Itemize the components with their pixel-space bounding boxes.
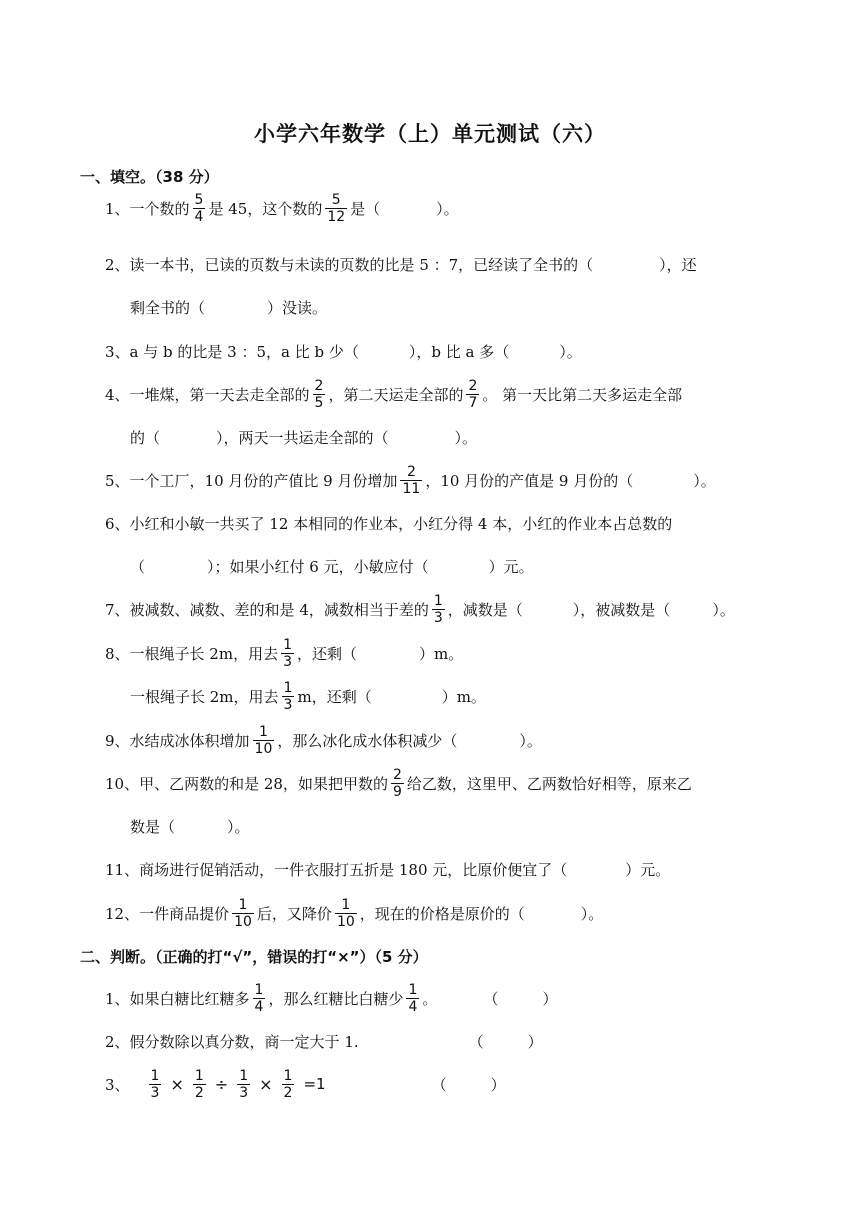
j1-paren-close: ） [542,989,558,1008]
j3-fraction-1-denominator: 3 [150,1084,160,1101]
q1-text-c: 是（ [350,199,381,218]
q10-text-a: 10、甲、乙两数的和是 28，如果把甲数的 [105,774,388,793]
j3-fraction-2 [193,1068,206,1101]
question-2 [105,244,782,284]
q12-text-b: 后，又降价 [256,904,332,923]
q1-text-d: ）。 [436,199,459,218]
q8-fraction-2-denominator: 3 [283,696,293,713]
q5-fraction-numerator: 2 [406,463,416,480]
q12-fraction-2-numerator: 1 [341,896,351,913]
q10-text-d: ）。 [227,817,250,836]
q1-text-a: 1、一个数的 [105,199,190,218]
q4-fraction-2-numerator: 2 [468,377,478,394]
q8-text-c: ）m。 [419,644,464,663]
q6-text-a: 6、小红和小敏一共买了 12 本相同的作业本，小红分得 4 本，小红的作业本占总数的 [105,514,673,533]
q5-fraction [400,464,422,497]
j1-text-c: 。 [422,989,438,1008]
judgement-2 [105,1021,782,1061]
j2-answer-box[interactable] [469,1031,543,1052]
q12-fraction-2-denominator: 10 [336,913,355,930]
j3-answer-box[interactable] [432,1074,506,1095]
q5-text-c: ）。 [693,471,716,490]
question-4 [105,374,782,414]
j3-fraction-4 [282,1068,295,1101]
q10-text-c: 数是（ [130,817,176,836]
j3-fraction-2-numerator: 1 [194,1067,204,1084]
question-10 [105,763,782,803]
question-4-continued [130,417,782,457]
q9-text-c: ）。 [519,731,542,750]
question-6 [105,503,782,543]
q7-text-b: ，减数是（ [447,600,523,619]
q12-fraction-1-denominator: 10 [234,913,252,930]
q7-text-c: ），被减数是（ [572,600,671,619]
q7-fraction-numerator: 1 [433,592,443,609]
q4-fraction-2 [466,378,479,411]
j2-text-a: 2、假分数除以真分数，商一定大于 1. [105,1032,359,1051]
j3-fraction-3 [237,1068,250,1101]
q4-fraction-2-denominator: 7 [468,394,478,411]
q8-fraction-1-denominator: 3 [283,653,293,670]
question-9 [105,720,782,760]
q2-text-d: ）没读。 [267,298,328,317]
q4-fraction-1-denominator: 5 [314,394,324,411]
section-judgement-heading: 二、判断。（正确的打“√”，错误的打“×”）（5 分） [80,948,428,966]
q4-fraction-1-numerator: 2 [314,377,324,394]
question-2-continued [130,287,782,327]
q9-fraction-numerator: 1 [259,723,268,740]
q2-text-b: ），还 [659,255,697,274]
q10-fraction-denominator: 9 [392,783,402,800]
q12-fraction-1 [232,897,254,930]
q1-fraction-1 [193,192,206,225]
q2-text-c: 剩全书的（ [130,298,206,317]
j1-fraction-1-numerator: 1 [254,981,264,998]
q1-fraction-1-numerator: 5 [194,191,204,208]
q4-fraction-1 [313,378,326,411]
j2-paren-open: （ [468,1032,484,1051]
question-3 [105,331,782,371]
q6-text-d: ）元。 [488,557,534,576]
q12-fraction-1-numerator: 1 [238,896,248,913]
question-7 [105,589,782,629]
question-8 [105,633,782,673]
q4-text-c: 。 第一天比第二天多运走全部 [482,385,683,404]
q4-text-b: ，第二天运走全部的 [328,385,464,404]
q5-text-b: ，10 月份的产值是 9 月份的（ [425,471,634,490]
q8-text-a: 8、一根绳子长 2m，用去 [105,644,279,663]
j1-text-a: 1、如果白糖比红糖多 [105,989,250,1008]
q4-text-a: 4、一堆煤，第一天去走全部的 [105,385,310,404]
q5-fraction-denominator: 11 [402,480,421,497]
judgement-1 [105,978,782,1018]
question-12 [105,893,782,933]
question-8-second-part [130,676,782,716]
q12-text-d: ）。 [580,904,604,923]
j3-paren-close: ） [490,1075,506,1094]
j3-fraction-3-numerator: 1 [239,1067,249,1084]
j3-fraction-3-denominator: 3 [239,1084,249,1101]
question-1 [105,188,782,228]
j3-text-a: 3、 [105,1075,130,1094]
j1-fraction-2 [406,982,419,1015]
q8-text-e: m，还剩（ [297,687,372,706]
q4-text-f: ）。 [454,428,478,447]
q9-text-a: 9、水结成冰体积增加 [105,731,250,750]
q4-text-e: ），两天一共运走全部的（ [216,428,389,447]
section-fill-in-heading: 一、填空。（38 分） [80,168,219,186]
q6-text-c: ）；如果小红付 6 元，小敏应付（ [207,557,429,576]
q7-fraction [432,593,445,626]
j1-fraction-1-denominator: 4 [254,998,264,1015]
multiply-sign-2: × [259,1074,273,1094]
q12-text-a: 12、一件商品提价 [105,904,230,923]
j1-fraction-2-denominator: 4 [408,998,418,1015]
q2-text-a: 2、读一本书，已读的页数与未读的页数的比是 5 ：7，已经读了全书的（ [105,255,594,274]
question-5 [105,460,782,500]
q5-text-a: 5、一个工厂，10 月份的产值比 9 月份增加 [105,471,398,490]
j3-fraction-4-denominator: 2 [283,1084,293,1101]
q12-text-c: ，现在的价格是原价的（ [359,904,525,923]
j2-paren-close: ） [527,1032,543,1051]
j3-equals-one: =1 [303,1075,326,1093]
q7-text-d: ）。 [712,600,735,619]
j1-text-b: ，那么红糖比白糖少 [268,989,404,1008]
q9-fraction [253,724,275,757]
q1-fraction-2-denominator: 12 [327,208,346,225]
j3-paren-open: （ [431,1075,447,1094]
multiply-sign: × [170,1074,184,1094]
q10-text-b: 给乙数，这里甲、乙两数恰好相等，原来乙 [406,774,692,793]
question-11 [105,849,782,889]
q3-text-a: 3、a 与 b 的比是 3 ：5，a 比 b 少（ [105,342,359,361]
j3-fraction-1-numerator: 1 [150,1067,160,1084]
q1-text-b: 是 45，这个数的 [208,199,323,218]
q4-text-d: 的（ [130,428,161,447]
j1-answer-box[interactable] [483,988,557,1009]
divide-sign: ÷ [214,1074,229,1094]
q1-fraction-1-denominator: 4 [194,208,204,225]
q7-fraction-denominator: 3 [433,609,443,626]
q6-text-b: （ [130,557,146,576]
j3-fraction-2-denominator: 2 [194,1084,204,1101]
q3-text-c: ）。 [559,342,582,361]
q11-text-b: ）元。 [625,860,671,879]
q11-text-a: 11、商场进行促销活动，一件衣服打五折是 180 元，比原价便宜了（ [105,860,568,879]
j1-fraction-1 [253,982,266,1015]
q8-text-f: ）m。 [441,687,486,706]
question-6-continued [130,546,782,586]
q8-text-d: 一根绳子长 2m，用去 [130,687,279,706]
q7-text-a: 7、被减数、减数、差的和是 4，减数相当于差的 [105,600,429,619]
q12-fraction-2 [335,897,357,930]
q8-fraction-2 [282,680,295,713]
q9-text-b: ，那么冰化成水体积减少（ [277,731,458,750]
judgement-3 [105,1064,782,1104]
q1-fraction-2 [325,192,347,225]
j1-fraction-2-numerator: 1 [408,981,418,998]
q8-text-b: ，还剩（ [297,644,358,663]
j3-fraction-1 [149,1068,162,1101]
q10-fraction [391,767,404,800]
q8-fraction-2-numerator: 1 [283,679,293,696]
q9-fraction-denominator: 10 [254,740,273,757]
q1-fraction-2-numerator: 5 [331,191,341,208]
q3-text-b: ），b 比 a 多（ [408,342,510,361]
page-title: 小学六年数学（上）单元测试（六） [254,122,606,146]
q8-fraction-1-numerator: 1 [283,636,293,653]
q10-fraction-numerator: 2 [392,766,402,783]
j3-fraction-4-numerator: 1 [283,1067,293,1084]
question-10-continued [130,806,782,846]
j1-paren-open: （ [483,989,499,1008]
q8-fraction-1 [281,637,294,670]
